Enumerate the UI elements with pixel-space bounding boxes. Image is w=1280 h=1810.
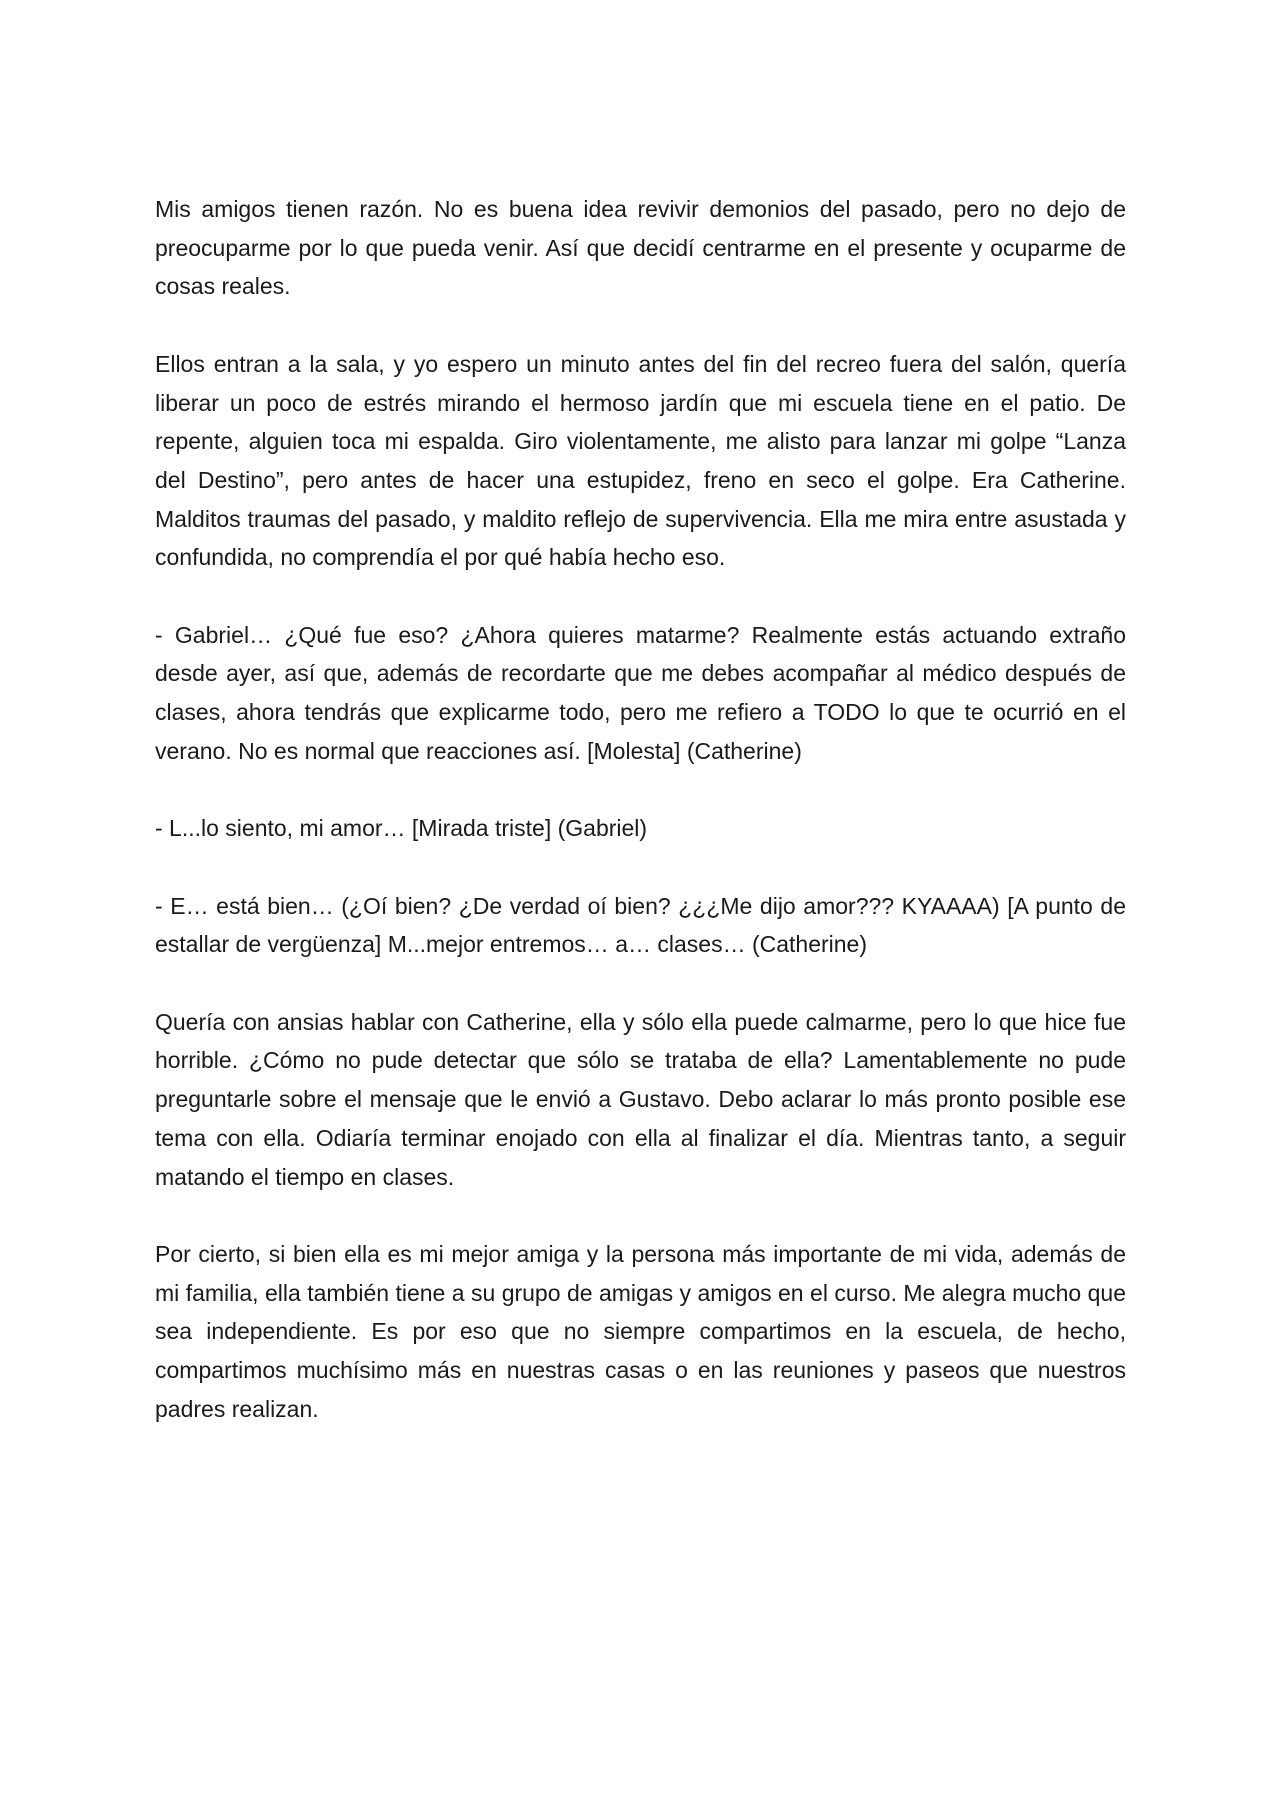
paragraph-1: Mis amigos tienen razón. No es buena idea revivir demonios del pasado, pero no dejo de preocuparme por lo que pueda venir. Así que decidí centrarme en el presente y ocuparme de cosas reales. [155,196,1126,300]
paragraph-3: - Gabriel… ¿Qué fue eso? ¿Ahora quieres matarme? Realmente estás actuando extraño desde ayer, así que, además de recordarte que me debes acompañar al médico después de clases, ahora tendrás que explicarme todo, pero me refiero a TODO lo que te ocurrió en el verano. No es normal que reacciones así. [Molesta] (Catherine) [155,621,1126,764]
paragraph-5: - E… está bien… (¿Oí bien? ¿De verdad oí bien? ¿¿¿Me dijo amor??? KYAAAA) [A punto de estallar de vergüenza] M...mejor entremos… a… clases… (Catherine) [155,892,1126,958]
paragraph-4: - L...lo siento, mi amor… [Mirada triste] (Gabriel) [155,815,648,842]
document-text [155,190,1126,1428]
paragraph-6: Quería con ansias hablar con Catherine, ella y sólo ella puede calmarme, pero lo que hice fue horrible. ¿Cómo no pude detectar que sólo se trataba de ella? Lamentablemente no pude preguntarle sobre el mensaje que le envió a Gustavo. Debo aclarar lo más pronto posible ese tema con ella. Odiaría terminar enojado con ella al finalizar el día. Mientras tanto, a seguir matando el tiempo en clases. [155,1008,1126,1190]
paragraph-2: Ellos entran a la sala, y yo espero un minuto antes del fin del recreo fuera del salón, quería liberar un poco de estrés mirando el hermoso jardín que mi escuela tiene en el patio. De repente, alguien toca mi espalda. Giro violentamente, me alisto para lanzar mi golpe “Lanza del Destino”, pero antes de hacer una estupidez, freno en seco el golpe. Era Catherine. Malditos traumas del pasado, y maldito reflejo de supervivencia. Ella me mira entre asustada y confundida, no comprendía el por qué había hecho eso. [155,350,1126,571]
paragraph-7: Por cierto, si bien ella es mi mejor amiga y la persona más importante de mi vida, además de mi familia, ella también tiene a su grupo de amigas y amigos en el curso. Me alegra mucho que sea independiente. Es por eso que no siempre compartimos en la escuela, de hecho, compartimos muchísimo más en nuestras casas o en las reuniones y paseos que nuestros padres realizan. [155,1240,1126,1422]
